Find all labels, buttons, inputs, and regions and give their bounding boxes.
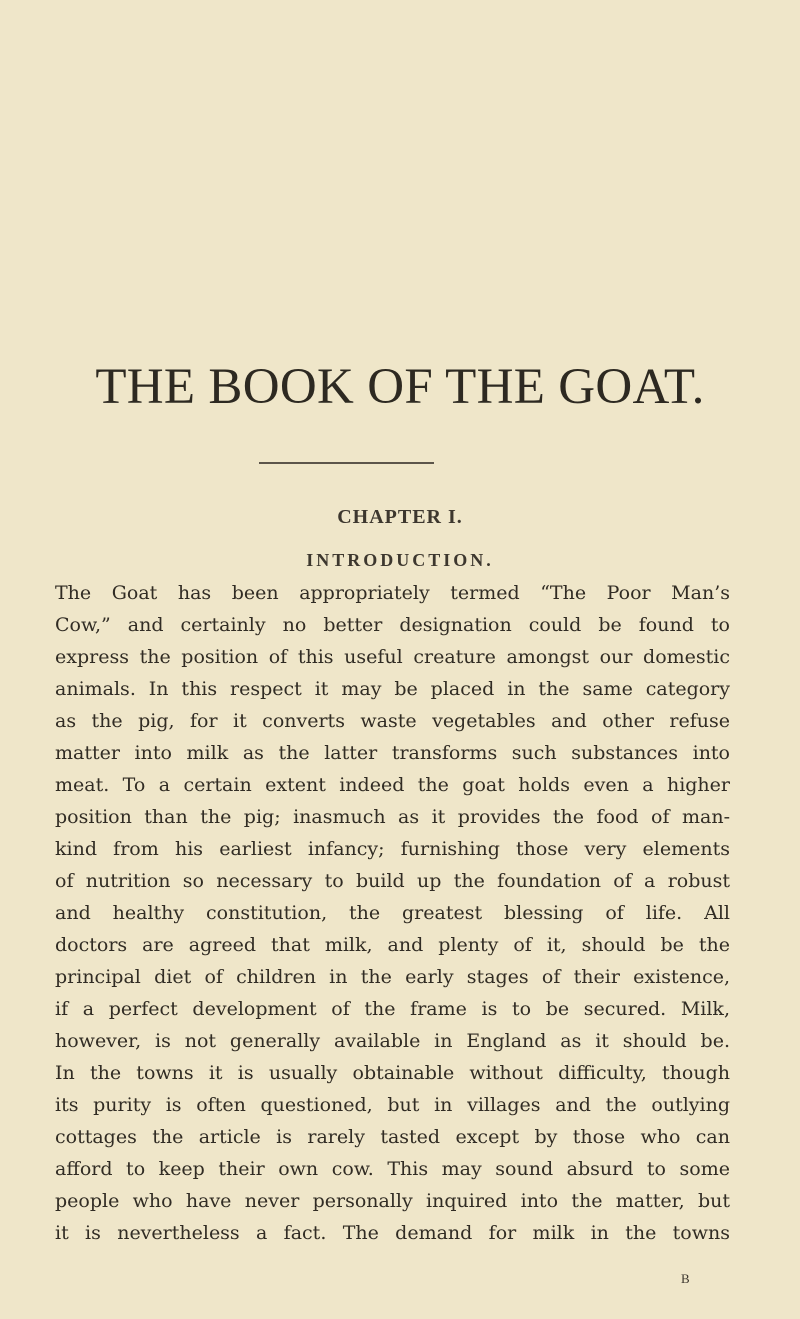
body-line: express the position of this useful creature amongst our domestic	[55, 646, 730, 668]
body-line: kind from his earliest infancy; furnishing those very elements	[55, 838, 730, 860]
body-line: its purity is often questioned, but in villages and the outlying	[55, 1094, 730, 1116]
body-line: however, is not generally available in England as it should be.	[55, 1030, 730, 1052]
body-line: if a perfect development of the frame is to be secured. Milk,	[55, 998, 730, 1020]
body-line: people who have never personally inquired into the matter, but	[55, 1190, 730, 1212]
signature-mark: B	[681, 1271, 691, 1286]
chapter-heading: CHAPTER I.	[337, 506, 463, 528]
body-line: In the towns it is usually obtainable without difficulty, though	[55, 1062, 730, 1084]
body-line: it is nevertheless a fact. The demand for milk in the towns	[55, 1222, 730, 1244]
body-line: of nutrition so necessary to build up the foundation of a robust	[55, 870, 730, 892]
body-line: meat. To a certain extent indeed the goat holds even a higher	[55, 774, 730, 796]
body-line: doctors are agreed that milk, and plenty of it, should be the	[55, 934, 730, 956]
body-line: and healthy constitution, the greatest blessing of life. All	[55, 902, 730, 924]
body-line: matter into milk as the latter transforms such substances into	[55, 742, 730, 764]
title-rule	[259, 462, 434, 464]
body-line: cottages the article is rarely tasted except by those who can	[55, 1126, 730, 1148]
body-line: as the pig, for it converts waste vegetables and other refuse	[55, 710, 730, 732]
body-line: animals. In this respect it may be placed in the same category	[55, 678, 730, 700]
body-line: The Goat has been appropriately termed “The Poor Man’s	[55, 582, 730, 604]
body-line: principal diet of children in the early stages of their existence,	[55, 966, 730, 988]
body-line: position than the pig; inasmuch as it provides the food of man-	[55, 806, 730, 828]
body-line: afford to keep their own cow. This may sound absurd to some	[55, 1158, 730, 1180]
book-title: THE BOOK OF THE GOAT.	[95, 359, 705, 415]
body-line: Cow,” and certainly no better designation could be found to	[55, 614, 730, 636]
section-heading: INTRODUCTION.	[306, 550, 494, 570]
